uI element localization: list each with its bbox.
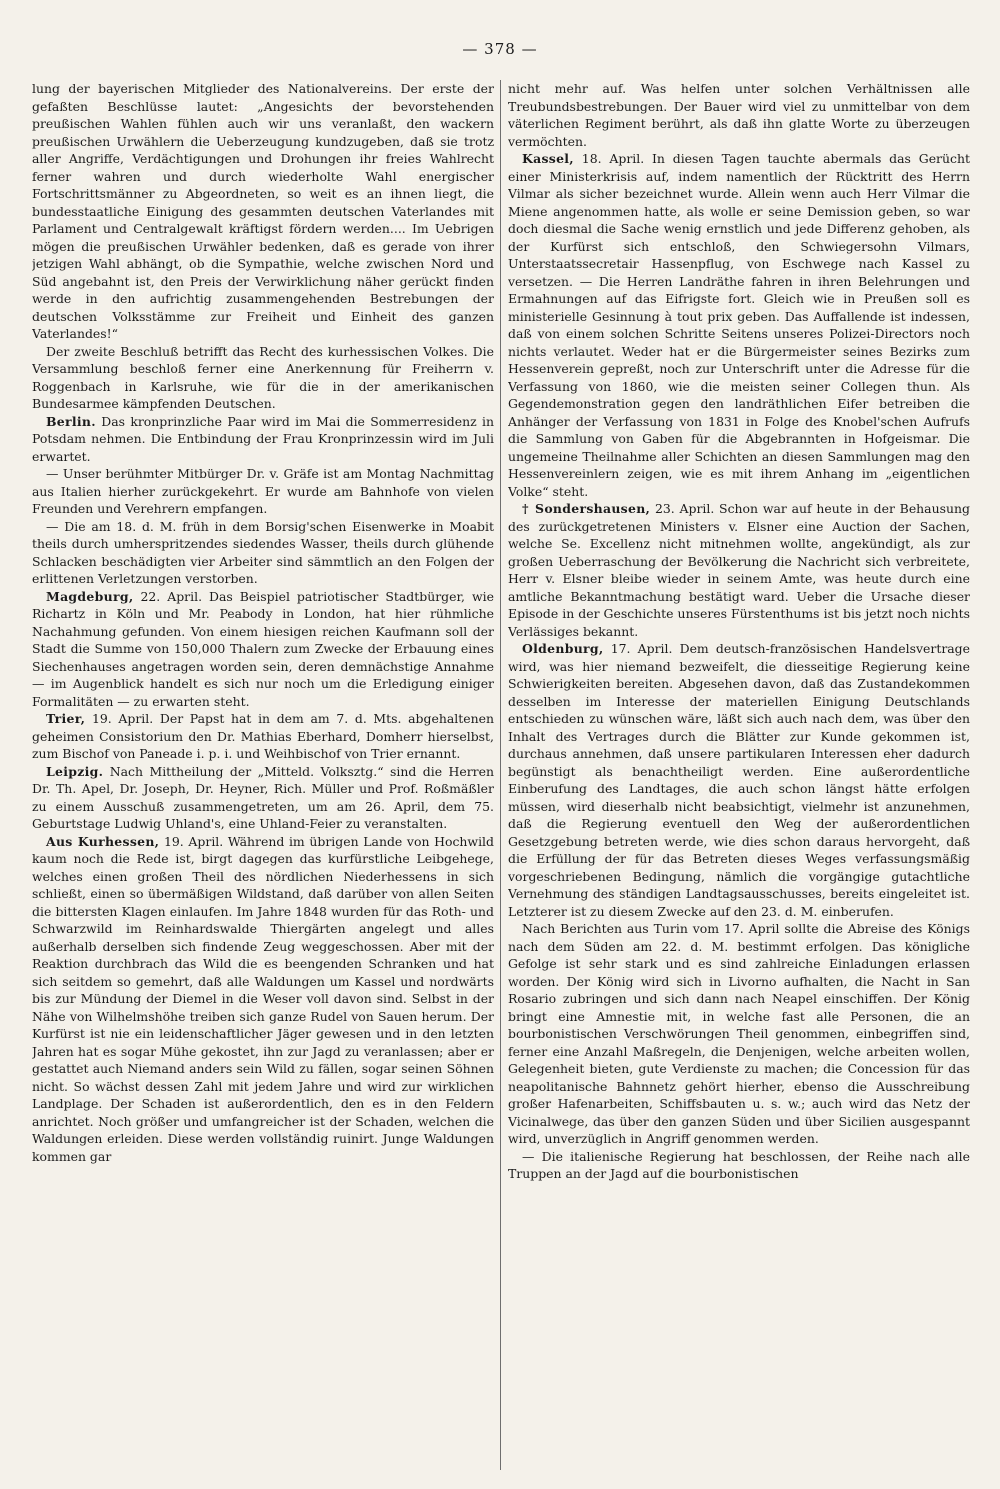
page-number: — 378 — [462, 40, 538, 58]
article-paragraph [32, 833, 494, 1166]
paragraph-text: — Die am 18. d. M. früh in dem Borsig'schen Eisenwerke in Moabit theils durch umherspritzendes siedendes Wasser, theils durch glühende Schlacken beschädigten vier Arbeiter sind sämmtlich an den Folgen der erlittenen Verletzungen verstorben. [32, 518, 494, 586]
article-paragraph [508, 920, 970, 1148]
article-paragraph [32, 710, 494, 763]
paragraph-text: Der zweite Beschluß betrifft das Recht des kurhessischen Volkes. Die Versammlung beschloß ferner eine Anerkennung für Freiherrn v. Roggenbach in Karlsruhe, wie für die in der amerikanischen Bundesarmee kämpfenden Deutschen. [32, 343, 494, 411]
dateline-place: Kassel, [522, 151, 574, 166]
article-paragraph [32, 80, 494, 343]
dateline-place: Aus Kurhessen, [46, 833, 160, 849]
dateline-place: Berlin. [46, 413, 96, 429]
paragraph-text: Nach Berichten aus Turin vom 17. April sollte die Abreise des Königs nach dem Süden am 22. d. M. bestimmt erfolgen. Das königliche Gefolge ist sehr stark und es sind zahlreiche Einladungen erlassen worden. Der König wird sich in Livorno aufhalten, die Nacht in San Rosario zubringen und sich dann nach Neapel einschiffen. Der König bringt eine Amnestie mit, in welche fast alle Personen, die an bourbonistischen Verschwörungen Theil genommen, einbegriffen sind, ferner eine Anzahl Maßregeln, die Denjenigen, welche arbeiten wollen, Gelegenheit bieten, gute Verdienste zu machen; die Concession für das neapolitanische Bahnnetz gehört hierher, ebenso die Ausschreibung großer Hafenarbeiten, Schiffsbauten u. s. w.; auch wird das Netz der Vicinalwege, das über den ganzen Süden und über Sicilien ausgespannt wird, unverzüglich in Angriff genommen werden. [508, 921, 970, 1146]
article-paragraph [508, 640, 970, 920]
article-paragraph [508, 1148, 970, 1183]
paragraph-text: Das kronprinzliche Paar wird im Mai die Sommerresidenz in Potsdam nehmen. Die Entbindung der Frau Kronprinzessin wird im Juli erwartet. [32, 413, 494, 464]
article-paragraph [32, 518, 494, 588]
dateline-place: † Sondershausen, [522, 501, 651, 516]
paragraph-text: 19. April. Während im übrigen Lande von Hochwild kaum noch die Rede ist, birgt dagegen das kurfürstliche Leibgehege, welches einen großen Theil des nördlichen Niederhessens in sich schließt, einen so übermäßigen Wildstand, daß darüber von allen Seiten die bittersten Klagen einlaufen. Im Jahre 1848 wurden für das Roth- und Schwarzwild im Reinhardswalde Thiergärten angelegt und alles außerhalb derselben sich findende Zeug weggeschossen. Aber mit der Reaktion durchbrach das Wild die es beengenden Schranken und hat sich seitdem so gemehrt, daß alle Waldungen um Kassel und nordwärts bis zur Mündung der Diemel in die Weser voll davon sind. Selbst in der Nähe von Wilhelmshöhe treiben sich ganze Rudel von Sauen herum. Der Kurfürst ist nie ein leidenschaftlicher Jäger gewesen und in den letzten Jahren hat es sogar Mühe gekostet, ihn zur Jagd zu veranlassen; aber er gestattet auch Niemand anders sein Wild zu fällen, sogar seinen Söhnen nicht. So wächst dessen Zahl mit jedem Jahre und wird zur wirklichen Landplage. Der Schaden ist außerordentlich, den es in den Feldern anrichtet. Noch größer und umfangreicher ist der Schaden, welchen die Waldungen erleiden. Diese werden vollständig ruinirt. Junge Waldungen kommen gar [32, 833, 494, 1164]
paragraph-text: 22. April. Das Beispiel patriotischer Stadtbürger, wie Richartz in Köln und Mr. Peabody in London, hat hier rühmliche Nachahmung gefunden. Von einem hiesigen reichen Kaufmann soll der Stadt die Summe von 150,000 Thalern zum Zwecke der Erbauung eines Siechenhauses angetragen worden sein, deren demnächstige Annahme — im Augenblick handelt es sich nur noch um die Erledigung einiger Formalitäten — zu erwarten steht. [32, 588, 494, 709]
paragraph-text: 23. April. Schon war auf heute in der Behausung des zurückgetretenen Ministers v. Elsner eine Auction der Sachen, welche Se. Excellenz nicht mitnehmen wollte, angekündigt, als zur großen Ueberraschung der Bevölkerung die Nachricht sich verbreitete, Herr v. Elsner bleibe wieder in seinem Amte, was heute durch eine amtliche Bekanntmachung bestätigt ward. Ueber die Ursache dieser Episode in der Geschichte unseres Fürstenthums ist bis jetzt noch nichts Verlässiges bekannt. [508, 501, 970, 639]
paragraph-text: lung der bayerischen Mitglieder des Nationalvereins. Der erste der gefaßten Beschlüsse lautet: „Angesichts der bevorstehenden preußischen Wahlen fühlen auch wir uns veranlaßt, den wackern preußischen Urwählern die Ueberzeugung kundzugeben, daß sie trotz aller Angriffe, Verdächtigungen und Drohungen ihr freies Wahlrecht ferner wahren und durch wiederholte Wahl energischer Fortschrittsmänner zu Abgeordneten, so weit es an ihnen liegt, die bundesstaatliche Einigung des gesammten deutschen Vaterlandes mit Parlament und Centralgewalt kräftigst fördern werden.... Im Uebrigen mögen die preußischen Urwähler bedenken, daß es gerade von ihrer jetzigen Wahl abhängt, ob die Sympathie, welche zwischen Nord und Süd angebahnt ist, den Preis der Verwirklichung näher gerückt finden werde in den aufrichtig zusammengehenden Bestrebungen der deutschen Volksstämme zur Freiheit und Einheit des ganzen Vaterlandes!“ [32, 81, 494, 341]
dateline-place: Leipzig. [46, 763, 104, 779]
paragraph-text: — Unser berühmter Mitbürger Dr. v. Gräfe ist am Montag Nachmittag aus Italien hierher zurückgekehrt. Er wurde am Bahnhofe von vielen Freunden und Verehrern empfangen. [32, 466, 494, 516]
article-paragraph [32, 465, 494, 518]
paragraph-text: 19. April. Der Papst hat in dem am 7. d. Mts. abgehaltenen geheimen Consistorium den Dr. Mathias Eberhard, Domherr hierselbst, zum Bischof von Paneade i. p. i. und Weihbischof von Trier ernannt. [32, 711, 494, 761]
right-column [508, 80, 970, 1475]
article-paragraph [508, 500, 970, 640]
article-paragraph [32, 588, 494, 711]
left-column [32, 80, 494, 1475]
dateline-place: Oldenburg, [522, 641, 604, 656]
article-paragraph [32, 413, 494, 466]
columns [32, 80, 970, 1475]
article-paragraph [32, 763, 494, 833]
paragraph-text: Nach Mittheilung der „Mitteld. Volksztg.“ sind die Herren Dr. Th. Apel, Dr. Joseph, Dr. Heyner, Rich. Müller und Prof. Roßmäßler zu einem Ausschuß zusammengetreten, um am 26. April, dem 75. Geburtstage Ludwig Uhland's, eine Uhland-Feier zu veranstalten. [32, 763, 494, 831]
paragraph-text: 18. April. In diesen Tagen tauchte abermals das Gerücht einer Ministerkrisis auf, indem namentlich der Rücktritt des Herrn Vilmar als sicher bezeichnet wurde. Allein wenn auch Herr Vilmar die Miene angenommen hatte, als wolle er seine Demission geben, so war doch diesmal die Sache wenig ernstlich und jede Differenz gehoben, als der Kurfürst sich entschloß, den Schwiegersohn Vilmars, Unterstaatssecretair Hassenpflug, von Eschwege nach Kassel zu versetzen. — Die Herren Landräthe fahren in ihren Belehrungen und Ermahnungen auf das Eifrigste fort. Gleich wie in Preußen soll es ministerielle Gesinnung à tout prix geben. Das Auffallende ist indessen, daß von einem solchen Schritte Seitens unseres Polizei-Directors noch nichts verlautet. Weder hat er die Bürgermeister seines Bezirks zum Hessenverein gepreßt, noch zur Unterschrift unter die Adresse für die Verfassung von 1860, wie die meisten seiner Collegen thun. Als Gegendemonstration gegen den landräthlichen Eifer betreiben die Anhänger der Verfassung von 1831 in Folge des Knobel'schen Aufrufs die Sammlung von Gaben für die Abgebrannten in Hofgeismar. Die ungemeine Theilnahme aller Schichten an diesen Sammlungen mag den Hessenvereinlern zeigen, wie es mit ihrem Anhang im „eigentlichen Volke“ steht. [508, 151, 970, 499]
paragraph-text: — Die italienische Regierung hat beschlossen, der Reihe nach alle Truppen an der Jagd auf die bourbonistischen [508, 1148, 970, 1181]
dateline-place: Trier, [46, 711, 86, 726]
dateline-place: Magdeburg, [46, 588, 134, 604]
article-paragraph [508, 150, 970, 500]
paragraph-text: nicht mehr auf. Was helfen unter solchen Verhältnissen alle Treubundsbestrebungen. Der Bauer wird viel zu unmittelbar von dem väterlichen Regiment berührt, als daß ihn glatte Worte zu überzeugen vermöchten. [508, 81, 970, 149]
article-paragraph [508, 80, 970, 150]
article-paragraph [32, 343, 494, 413]
paragraph-text: 17. April. Dem deutsch-französischen Handelsvertrage wird, was hier niemand bezweifelt, die diesseitige Regierung keine Schwierigkeiten bereiten. Abgesehen davon, daß das Zustandekommen desselben im Interesse der materiellen Einigung Deutschlands entschieden zu wünschen wäre, läßt sich auch nach dem, was über den Inhalt des Vertrages durch die Blätter zur Kunde gekommen ist, durchaus annehmen, daß unsere partikularen Interessen eher dadurch begünstigt als benachtheiligt werden. Eine außerordentliche Einberufung des Landtages, die auch schon längst hätte erfolgen müssen, wird dieserhalb nicht beabsichtigt, vielmehr ist anzunehmen, daß die Regierung eventuell den Weg der außerordentlichen Gesetzgebung betreten werde, wie dies schon daraus hervorgeht, daß die Erfüllung der für das Betreten dieses Weges verfassungsmäßig vorgeschriebenen Bedingung, nämlich die vorgängige gutachtliche Vernehmung des ständigen Landtagsausschusses, bereits eingeleitet ist. Letzterer ist zu diesem Zwecke auf den 23. d. M. einberufen. [508, 641, 970, 919]
